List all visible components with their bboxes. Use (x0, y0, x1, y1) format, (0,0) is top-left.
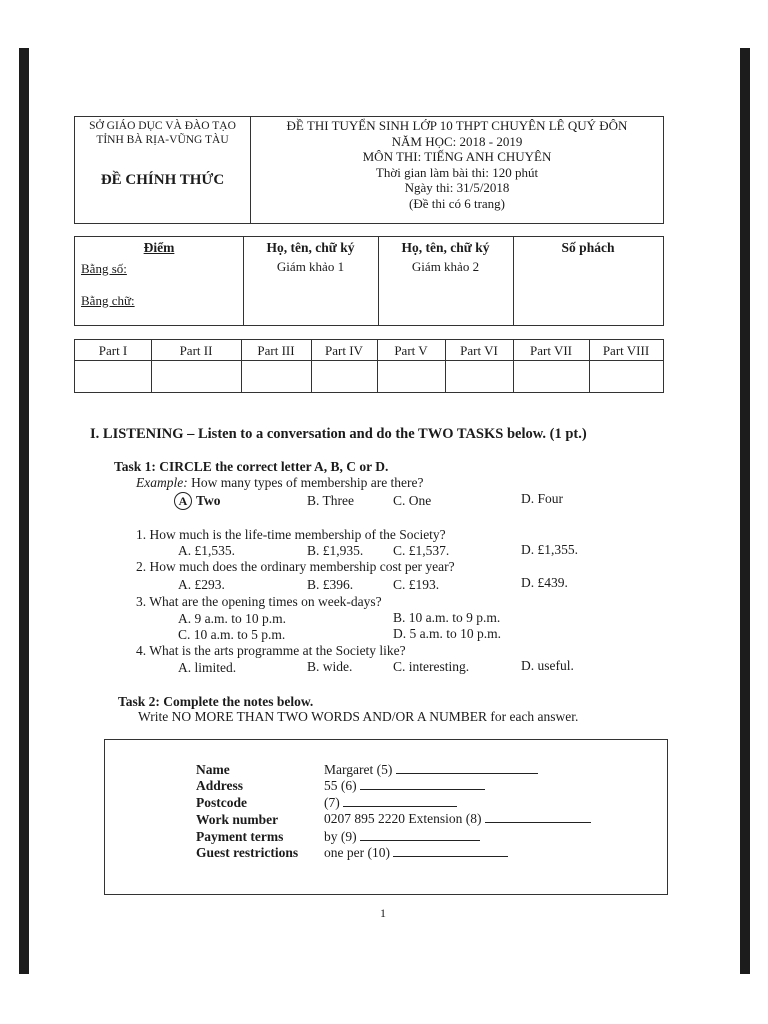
note-value-text: one per (10) (324, 845, 390, 860)
note-label-payment: Payment terms (196, 829, 284, 844)
note-label-name: Name (196, 762, 230, 777)
part-label: Part III (257, 343, 295, 358)
note-value-payment (324, 828, 480, 845)
part-label: Part VIII (602, 343, 650, 358)
exam-date: Ngày thi: 31/5/2018 (404, 180, 510, 195)
q1-option-c: C. £1,537. (393, 543, 450, 558)
note-value-postcode (324, 794, 457, 811)
note-label-work-number: Work number (196, 812, 279, 827)
answer-blank-6[interactable] (360, 777, 485, 790)
exam-info (251, 117, 663, 211)
school-year: NĂM HỌC: 2018 - 2019 (391, 133, 523, 149)
official-label: ĐỀ CHÍNH THỨC (100, 172, 225, 188)
question-3: 3. What are the opening times on week-days? (136, 594, 382, 609)
q2-option-d: D. £439. (521, 575, 568, 590)
example-label: Example: (136, 475, 188, 490)
note-label-guest: Guest restrictions (196, 845, 299, 860)
note-value-text: (7) (324, 795, 340, 810)
q4-option-a: A. limited. (178, 660, 237, 675)
q1-option-b: B. £1,935. (307, 543, 364, 558)
note-label-address: Address (196, 778, 244, 793)
note-value-text: 0207 895 2220 Extension (8) (324, 811, 482, 826)
parts-table (74, 339, 664, 393)
score-in-words: Bằng chữ: (81, 293, 135, 308)
note-value-name (324, 761, 538, 778)
scan-left-edge (19, 48, 29, 974)
question-2: 2. How much does the ordinary membership cost per year? (136, 559, 455, 574)
province-name: TỈNH BÀ RỊA-VŨNG TÀU (96, 134, 229, 146)
duration: Thời gian làm bài thi: 120 phút (375, 164, 539, 180)
department-name: SỞ GIÁO DỤC VÀ ĐÀO TẠO (89, 120, 236, 132)
example-option-d: D. Four (521, 491, 564, 506)
scan-right-edge (740, 48, 750, 974)
answer-blank-5[interactable] (396, 761, 538, 774)
example-option-c: C. One (393, 493, 432, 508)
subject: MÔN THI: TIẾNG ANH CHUYÊN (362, 149, 552, 164)
answer-blank-8[interactable] (485, 810, 591, 823)
task2-instruction: Write NO MORE THAN TWO WORDS AND/OR A NUMBER for each answer. (138, 709, 579, 724)
note-value-address (324, 777, 485, 794)
note-value-guest (324, 844, 508, 861)
q4-option-b: B. wide. (307, 659, 353, 674)
question-1: 1. How much is the life-time membership of the Society? (136, 527, 446, 542)
q4-option-d: D. useful. (521, 658, 574, 673)
q2-option-c: C. £193. (393, 577, 440, 592)
q1-option-d: D. £1,355. (521, 542, 578, 557)
q3-option-a: A. 9 a.m. to 10 p.m. (178, 611, 286, 626)
q3-option-d: D. 5 a.m. to 10 p.m. (393, 626, 501, 641)
notes-box (104, 739, 668, 895)
score-table (74, 236, 664, 326)
q4-option-c: C. interesting. (393, 659, 470, 674)
example-text: How many types of membership are there? (187, 475, 424, 490)
examiner2-label: Giám khảo 2 (411, 259, 480, 274)
part-label: Part IV (325, 343, 363, 358)
task2-label: Task 2 (118, 694, 156, 709)
code-title: Số phách (561, 240, 615, 255)
note-label-postcode: Postcode (196, 795, 247, 810)
note-value-text: by (9) (324, 829, 357, 844)
question-4: 4. What is the arts programme at the Society like? (136, 643, 406, 658)
exam-header (74, 116, 664, 224)
exam-title: ĐỀ THI TUYỂN SINH LỚP 10 THPT CHUYÊN LÊ QUÝ ĐÔN (286, 118, 628, 133)
answer-blank-9[interactable] (360, 828, 480, 841)
answer-blank-10[interactable] (393, 844, 508, 857)
answer-blank-7[interactable] (343, 794, 457, 807)
part-label: Part VII (529, 343, 572, 358)
circled-letter: A (174, 492, 192, 510)
note-value-text: Margaret (5) (324, 762, 393, 777)
score-title: Điểm (143, 240, 175, 255)
examiner1-title: Họ, tên, chữ ký (266, 240, 355, 255)
part-label: Part II (179, 343, 213, 358)
example-option-a: Two (196, 493, 221, 508)
note-value-text: 55 (6) (324, 778, 357, 793)
examiner2-title: Họ, tên, chữ ký (401, 240, 490, 255)
example-question (136, 475, 424, 491)
score-in-numbers: Bằng số: (81, 261, 127, 276)
q3-option-c: C. 10 a.m. to 5 p.m. (178, 627, 286, 642)
note-value-work-number (324, 810, 591, 827)
task2-title-rest: : Complete the notes below. (155, 694, 314, 709)
q2-option-a: A. £293. (178, 577, 225, 592)
examiner1-label: Giám khảo 1 (276, 259, 345, 274)
task1-title: Task 1: CIRCLE the correct letter A, B, C or D. (114, 459, 389, 474)
example-option-b: B. Three (307, 493, 354, 508)
part-label: Part V (394, 343, 428, 358)
q1-option-a: A. £1,535. (178, 543, 235, 558)
page-number: 1 (380, 906, 386, 920)
task2-title (118, 694, 313, 710)
q3-option-b: B. 10 a.m. to 9 p.m. (393, 610, 501, 625)
page-count: (Đề thi có 6 trang) (408, 195, 506, 211)
q2-option-b: B. £396. (307, 577, 354, 592)
part-label: Part VI (460, 343, 498, 358)
example-answer (174, 492, 221, 510)
section-title: I. LISTENING – Listen to a conversation and do the TWO TASKS below. (1 pt.) (90, 426, 587, 442)
part-label: Part I (98, 343, 128, 358)
